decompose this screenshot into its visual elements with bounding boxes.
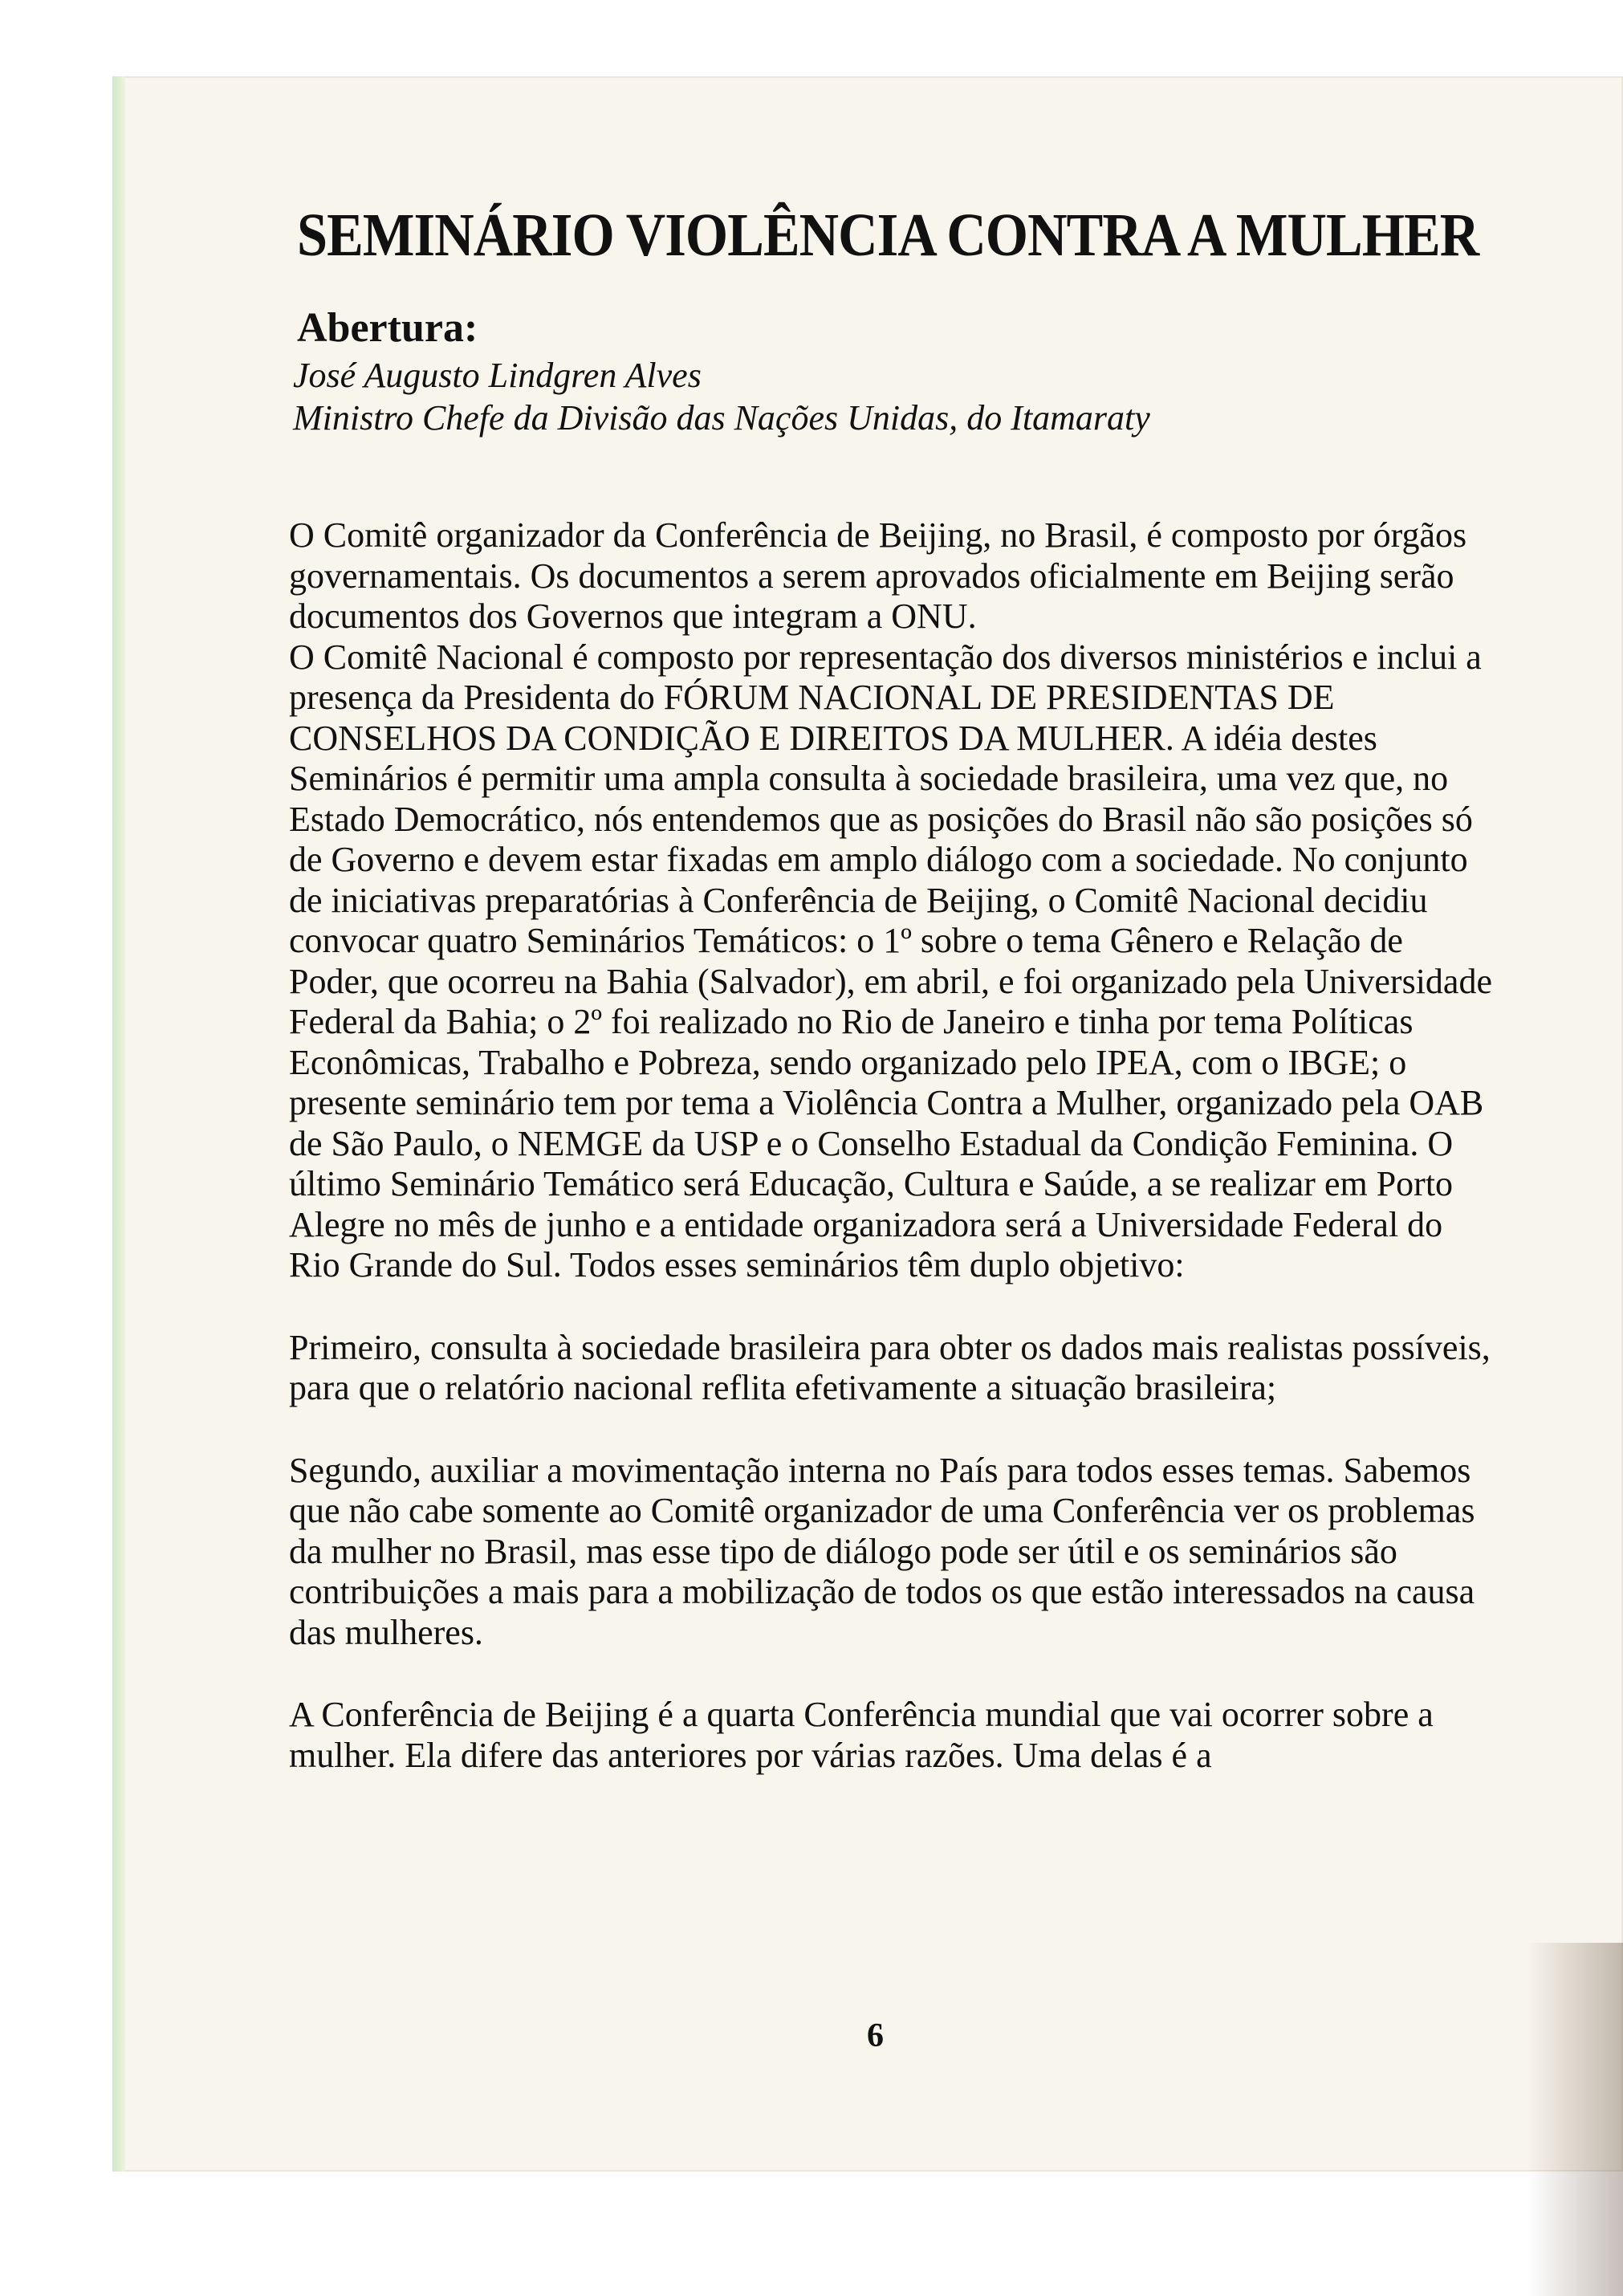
paragraph-spacer — [289, 1409, 1493, 1451]
document-title: SEMINÁRIO VIOLÊNCIA CONTRA A MULHER — [297, 202, 1479, 269]
page-content — [289, 201, 1493, 1776]
page-number: 6 — [867, 2017, 884, 2054]
body-paragraph-1: O Comitê organizador da Conferência de Beijing, no Brasil, é composto por órgãos governamentais. Os documentos a serem aprovados oficialmente em Beijing serão documentos dos Governos que integram a ONU. — [289, 515, 1467, 636]
binding-shadow — [1527, 1943, 1623, 2296]
speaker-role: Ministro Chefe da Divisão das Nações Unidas, do Itamaraty — [293, 398, 1150, 438]
page-edge-tint — [112, 76, 125, 2172]
speaker-name: José Augusto Lindgren Alves — [293, 356, 702, 395]
body-paragraph-3: Primeiro, consulta à sociedade brasileira para obter os dados mais realistas possíveis, para que o relatório nacional reflita efetivamente a situação brasileira; — [289, 1327, 1491, 1407]
body-paragraph-2: O Comitê Nacional é composto por representação dos diversos ministérios e inclui a presença da Presidenta do FÓRUM NACIONAL DE PRESIDENTAS DE CONSELHOS DA CONDIÇÃO E DIREITOS DA MULHER. A idéia destes Seminários é permitir uma ampla consulta à sociedade brasileira, uma vez que, no Estado Democrático, nós entendemos que as posições do Brasil não são posições só de Governo e devem estar fixadas em amplo diálogo com a sociedade. No conjunto de iniciativas preparatórias à Conferência de Beijing, o Comitê Nacional decidiu convocar quatro Seminários Temáticos: o 1º sobre o tema Gênero e Relação de Poder, que ocorreu na Bahia (Salvador), em abril, e foi organizado pela Universidade Federal da Bahia; o 2º foi realizado no Rio de Janeiro e tinha por tema Políticas Econômicas, Trabalho e Pobreza, sendo organizado pelo IPEA, com o IBGE; o presente seminário tem por tema a Violência Contra a Mulher, organizado pela OAB de São Paulo, o NEMGE da USP e o Conselho Estadual da Condição Feminina. O último Seminário Temático será Educação, Cultura e Saúde, a se realizar em Porto Alegre no mês de junho e a entidade organizadora será a Universidade Federal do Rio Grande do Sul. Todos esses seminários têm duplo objetivo: — [289, 637, 1492, 1284]
body-paragraph-5: A Conferência de Beijing é a quarta Conferência mundial que vai ocorrer sobre a mulher. Ela difere das anteriores por várias razões. Uma delas é a — [289, 1695, 1434, 1775]
paragraph-spacer — [289, 1286, 1493, 1328]
paragraph-spacer — [289, 1653, 1493, 1695]
body-paragraph-4: Segundo, auxiliar a movimentação interna no País para todos esses temas. Sabemos que não cabe somente ao Comitê organizador de uma Conferência ver os problemas da mulher no Brasil, mas esse tipo de diálogo pode ser útil e os seminários são contribuições a mais para a mobilização de todos os que estão interessados na causa das mulheres. — [289, 1450, 1475, 1652]
opening-label: Abertura: — [297, 305, 478, 351]
